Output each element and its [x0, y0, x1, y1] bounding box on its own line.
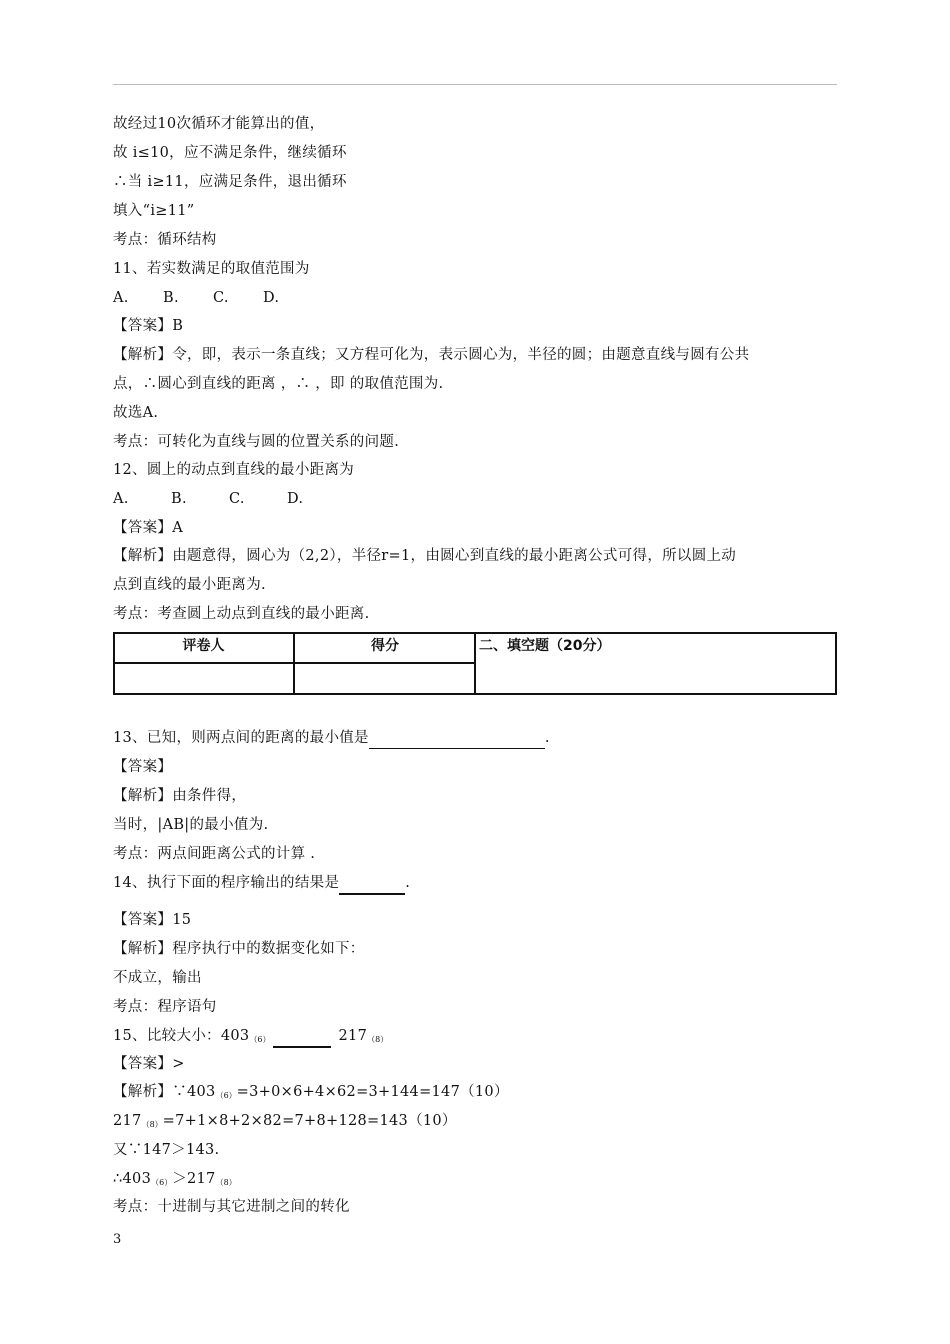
score-table	[113, 632, 837, 695]
number-text: 217	[113, 1113, 142, 1129]
option-b: B.	[163, 290, 179, 306]
period: .	[544, 730, 550, 746]
fill-blank	[339, 873, 405, 895]
question-13-text: 13、已知，则两点间的距离的最小值是	[113, 730, 369, 746]
text-line: 故经过10次循环才能算出的值，	[113, 116, 325, 132]
analysis-line: 【解析】由条件得，	[113, 788, 247, 804]
analysis-expr: =7+1×8+2×82=7+8+128=143（10）	[162, 1113, 457, 1129]
rhs-number: 217	[338, 1028, 368, 1044]
answer-line: 【答案】15	[113, 912, 192, 928]
option-a: A.	[113, 290, 129, 306]
base-subscript: （6）	[249, 1035, 271, 1044]
option-d: D.	[263, 290, 280, 306]
options-q12	[113, 489, 303, 509]
base-subscript: （8）	[215, 1178, 237, 1187]
base-subscript: （8）	[141, 1120, 163, 1129]
text-line: 考点：考查圆上动点到直线的最小距离.	[113, 606, 370, 622]
text-line: 考点：循环结构	[113, 232, 217, 248]
question-14-text: 14、执行下面的程序输出的结果是	[113, 875, 340, 891]
grader-label: 评卷人	[182, 638, 225, 654]
text-line	[113, 1169, 237, 1193]
text-line: 不成立，输出	[113, 970, 202, 986]
period: .	[405, 875, 411, 891]
question-12: 12、圆上的动点到直线的最小距离为	[113, 462, 355, 478]
question-13	[113, 728, 550, 749]
option-c: C.	[213, 290, 229, 306]
page-number: 3	[113, 1232, 122, 1247]
text-line: 考点：可转化为直线与圆的位置关系的问题.	[113, 434, 400, 450]
text-line: ∴当 i≥11，应满足条件，退出循环	[113, 174, 347, 190]
question-11: 11、若实数满足的取值范围为	[113, 261, 310, 277]
fill-blank	[273, 1026, 331, 1048]
analysis-line	[113, 1082, 509, 1106]
comparison-text: ＞217	[172, 1171, 216, 1187]
analysis-line: 【解析】令，即，表示一条直线；又方程可化为，表示圆心为，半径的圆；由题意直线与圆有公共	[113, 347, 750, 363]
option-c: C.	[229, 491, 245, 507]
analysis-line: 【解析】程序执行中的数据变化如下：	[113, 941, 365, 957]
score-label: 得分	[371, 638, 399, 654]
header-rule	[113, 84, 837, 85]
answer-line: 【答案】B	[113, 318, 184, 334]
text-line: 当时，|AB|的最小值为.	[113, 817, 269, 833]
option-b: B.	[171, 491, 187, 507]
options-q11	[113, 288, 279, 308]
conclusion-text: ∴403	[113, 1171, 152, 1187]
answer-line: 【答案】	[113, 759, 173, 775]
analysis-line: 【解析】由题意得，圆心为（2,2），半径r=1，由圆心到直线的最小距离公式可得，所以圆上动	[113, 548, 737, 564]
analysis-expr: =3+0×6+4×62=3+144=147（10）	[236, 1084, 509, 1100]
section-title: 二、填空题（20分）	[479, 638, 611, 654]
answer-line: 【答案】A	[113, 520, 183, 536]
answer-line: 【答案】>	[113, 1056, 185, 1072]
analysis-line: 点到直线的最小距离为.	[113, 577, 266, 593]
question-15-text: 15、比较大小：403	[113, 1028, 250, 1044]
base-subscript: （6）	[215, 1091, 237, 1100]
analysis-line: 点，∴圆心到直线的距离 ，∴ ，即 的取值范围为.	[113, 376, 444, 392]
base-subscript: （8）	[367, 1035, 389, 1044]
text-line	[113, 1111, 457, 1135]
base-subscript: （6）	[151, 1178, 173, 1187]
question-15	[113, 1026, 388, 1050]
fill-blank	[369, 728, 545, 749]
analysis-text: 【解析】∵403	[113, 1084, 216, 1100]
text-line: 考点：十进制与其它进制之间的转化	[113, 1199, 350, 1215]
option-a: A.	[113, 491, 129, 507]
question-14	[113, 873, 410, 895]
text-line: 故 i≤10，应不满足条件，继续循环	[113, 145, 347, 161]
option-d: D.	[287, 491, 304, 507]
text-line: 考点：程序语句	[113, 999, 217, 1015]
text-line: 考点：两点间距离公式的计算 .	[113, 846, 316, 862]
text-line: 又∵147＞143.	[113, 1142, 220, 1158]
text-line: 故选A.	[113, 405, 159, 421]
text-line: 填入“i≥11”	[113, 203, 195, 219]
